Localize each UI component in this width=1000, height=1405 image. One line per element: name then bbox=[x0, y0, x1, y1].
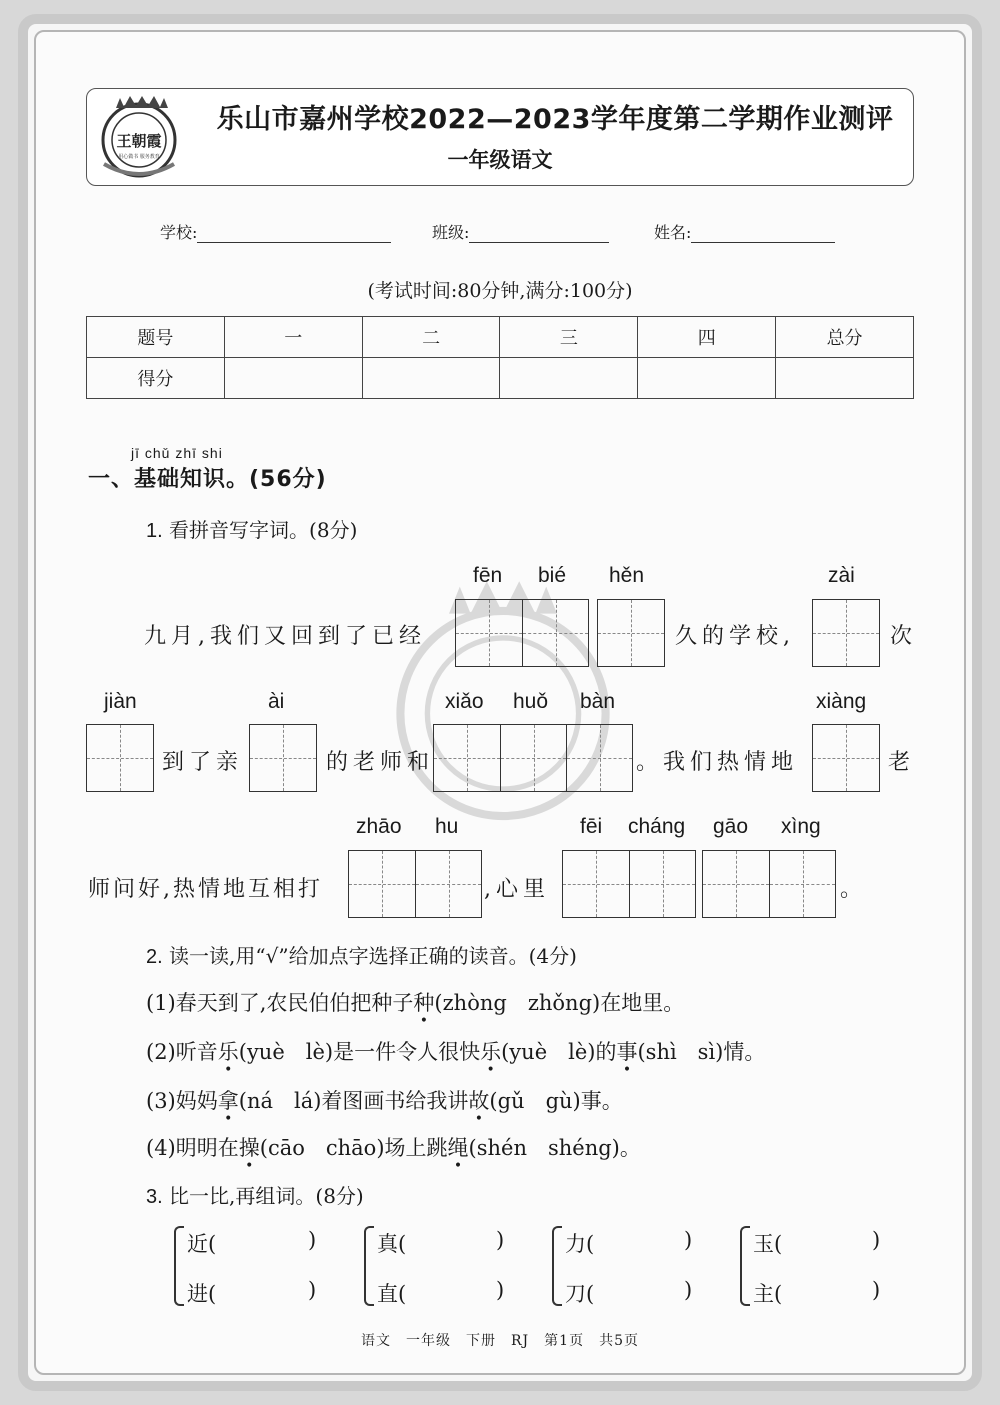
writing-grid[interactable] bbox=[433, 724, 633, 792]
q2-item bbox=[146, 1085, 623, 1115]
school-field bbox=[160, 220, 391, 243]
writing-grid[interactable] bbox=[562, 850, 696, 918]
pinyin: zhāo bbox=[356, 815, 402, 838]
pinyin-options[interactable]: (shì sì)情。 bbox=[637, 1040, 766, 1064]
score-cell[interactable] bbox=[638, 358, 776, 399]
dotted-char: 绳 bbox=[447, 1136, 469, 1160]
sentence-text: 。 bbox=[840, 877, 868, 902]
q3-heading bbox=[146, 1180, 364, 1209]
score-cell[interactable] bbox=[500, 358, 638, 399]
class-input-line[interactable] bbox=[469, 224, 609, 243]
sentence-text: ,心里 bbox=[484, 877, 550, 902]
writing-grid[interactable] bbox=[348, 850, 482, 918]
sentence-text: 师问好,热情地互相打 bbox=[88, 877, 323, 902]
brace bbox=[552, 1226, 562, 1306]
logo-slogan: 用心做书 服务教育 bbox=[118, 154, 160, 160]
q2-text: (3)妈妈 bbox=[146, 1089, 218, 1113]
section1-title: 一、基础知识。(56分) bbox=[88, 467, 327, 492]
brace bbox=[174, 1226, 184, 1306]
score-cell[interactable] bbox=[224, 358, 362, 399]
writing-grid[interactable] bbox=[597, 599, 665, 667]
table-cell: 一 bbox=[224, 317, 362, 358]
exam-note: (考试时间:80分钟,满分:100分) bbox=[367, 280, 633, 302]
compare-close: ) bbox=[308, 1228, 317, 1252]
q2-heading bbox=[146, 940, 577, 969]
table-cell: 总分 bbox=[776, 317, 914, 358]
q2-text: (2)听音 bbox=[146, 1040, 218, 1064]
sentence-text: 老 bbox=[888, 750, 916, 775]
writing-grid[interactable] bbox=[86, 724, 154, 792]
writing-grid[interactable] bbox=[812, 724, 880, 792]
score-cell[interactable] bbox=[362, 358, 500, 399]
writing-grid[interactable] bbox=[455, 599, 589, 667]
pinyin: xìng bbox=[781, 815, 821, 838]
page-title: 乐山市嘉州学校2022—2023学年度第二学期作业测评 bbox=[216, 104, 894, 135]
sentence-text: 九月,我们又回到了已经 bbox=[144, 624, 426, 649]
writing-grid[interactable] bbox=[249, 724, 317, 792]
compare-word: 刀( bbox=[565, 1282, 595, 1306]
table-cell: 三 bbox=[500, 317, 638, 358]
page-footer: 语文 一年级 下册 RJ 第1页 共5页 bbox=[361, 1333, 639, 1349]
compare-close: ) bbox=[496, 1228, 505, 1252]
compare-word: 主( bbox=[753, 1282, 783, 1306]
compare-word: 真( bbox=[377, 1232, 407, 1256]
pinyin: gāo bbox=[713, 815, 749, 838]
compare-close: ) bbox=[684, 1278, 693, 1302]
q1-title: 看拼音写字词。(8分) bbox=[169, 518, 358, 542]
page-subtitle: 一年级语文 bbox=[447, 148, 553, 172]
q2-item bbox=[146, 1132, 641, 1162]
writing-grid[interactable] bbox=[702, 850, 836, 918]
table-cell: 得分 bbox=[87, 358, 225, 399]
pinyin: fēi bbox=[580, 815, 603, 838]
compare-word: 进( bbox=[187, 1282, 217, 1306]
dotted-char: 事 bbox=[616, 1040, 638, 1064]
pinyin: bàn bbox=[580, 690, 616, 713]
compare-close: ) bbox=[496, 1278, 505, 1302]
q2-title: 读一读,用“√”给加点字选择正确的读音。(4分) bbox=[169, 944, 577, 968]
logo-text: 王朝霞 bbox=[116, 132, 162, 150]
publisher-logo bbox=[96, 94, 182, 180]
dotted-char: 乐 bbox=[217, 1040, 239, 1064]
sentence-text: 次 bbox=[890, 624, 918, 649]
brace bbox=[364, 1226, 374, 1306]
name-input-line[interactable] bbox=[691, 224, 835, 243]
pinyin-options[interactable]: (yuè lè)是一件令人很快 bbox=[238, 1040, 481, 1064]
table-cell: 二 bbox=[362, 317, 500, 358]
compare-close: ) bbox=[872, 1278, 881, 1302]
pinyin: xiǎo bbox=[445, 690, 484, 713]
class-label: 班级: bbox=[432, 223, 470, 242]
pinyin: bié bbox=[538, 564, 567, 587]
writing-grid[interactable] bbox=[812, 599, 880, 667]
dotted-char: 操 bbox=[238, 1136, 260, 1160]
pinyin-options[interactable]: (cāo chāo)场上跳 bbox=[259, 1136, 448, 1160]
name-field bbox=[654, 220, 835, 243]
pinyin: hěn bbox=[609, 564, 645, 587]
table-cell: 四 bbox=[638, 317, 776, 358]
sentence-text: 的老师和 bbox=[326, 750, 435, 775]
q2-number: 2. bbox=[146, 946, 163, 968]
sentence-text: 。我们热情地 bbox=[636, 750, 799, 775]
brace bbox=[740, 1226, 750, 1306]
score-table-score-row bbox=[87, 358, 914, 399]
score-table-header-row bbox=[87, 317, 914, 358]
pinyin: zài bbox=[828, 564, 855, 587]
q2-text: (4)明明在 bbox=[146, 1136, 239, 1160]
dotted-char: 种 bbox=[413, 991, 435, 1015]
q2-item bbox=[146, 1036, 765, 1066]
pinyin: xiàng bbox=[816, 690, 867, 713]
pinyin: jiàn bbox=[104, 690, 137, 713]
pinyin-options[interactable]: (yuè lè)的 bbox=[501, 1040, 617, 1064]
compare-close: ) bbox=[308, 1278, 317, 1302]
compare-word: 玉( bbox=[753, 1232, 783, 1256]
sentence-text: 到了亲 bbox=[162, 750, 244, 775]
pinyin-options[interactable]: (zhòng zhǒng)在地里。 bbox=[434, 991, 685, 1015]
q1-heading bbox=[146, 514, 357, 543]
compare-word: 近( bbox=[187, 1232, 217, 1256]
name-label: 姓名: bbox=[654, 223, 692, 242]
section1-pinyin: jī chǔ zhī shi bbox=[131, 445, 223, 461]
compare-word: 直( bbox=[377, 1282, 407, 1306]
pinyin-options[interactable]: (shén shéng)。 bbox=[468, 1136, 641, 1160]
pinyin: ài bbox=[268, 690, 285, 713]
pinyin-options[interactable]: (gǔ gù)事。 bbox=[489, 1089, 623, 1113]
pinyin-options[interactable]: (ná lá)着图画书给我讲 bbox=[238, 1089, 469, 1113]
table-cell: 题号 bbox=[87, 317, 225, 358]
q2-item bbox=[146, 987, 684, 1017]
dotted-char: 拿 bbox=[217, 1089, 239, 1113]
pinyin: fēn bbox=[473, 564, 503, 587]
school-input-line[interactable] bbox=[197, 224, 391, 243]
school-label: 学校: bbox=[160, 223, 198, 242]
q2-text: (1)春天到了,农民伯伯把种子 bbox=[146, 991, 414, 1015]
compare-close: ) bbox=[684, 1228, 693, 1252]
dotted-char: 故 bbox=[468, 1089, 490, 1113]
sentence-text: 久的学校, bbox=[675, 624, 795, 649]
q1-number: 1. bbox=[146, 520, 163, 542]
score-cell[interactable] bbox=[776, 358, 914, 399]
score-table bbox=[86, 316, 914, 399]
pinyin: hu bbox=[435, 815, 459, 838]
pinyin: cháng bbox=[628, 815, 686, 838]
pinyin: huǒ bbox=[513, 690, 549, 713]
dotted-char: 乐 bbox=[480, 1040, 502, 1064]
compare-close: ) bbox=[872, 1228, 881, 1252]
q3-title: 比一比,再组词。(8分) bbox=[169, 1184, 364, 1208]
compare-word: 力( bbox=[565, 1232, 595, 1256]
q3-number: 3. bbox=[146, 1186, 163, 1208]
class-field bbox=[432, 220, 609, 243]
